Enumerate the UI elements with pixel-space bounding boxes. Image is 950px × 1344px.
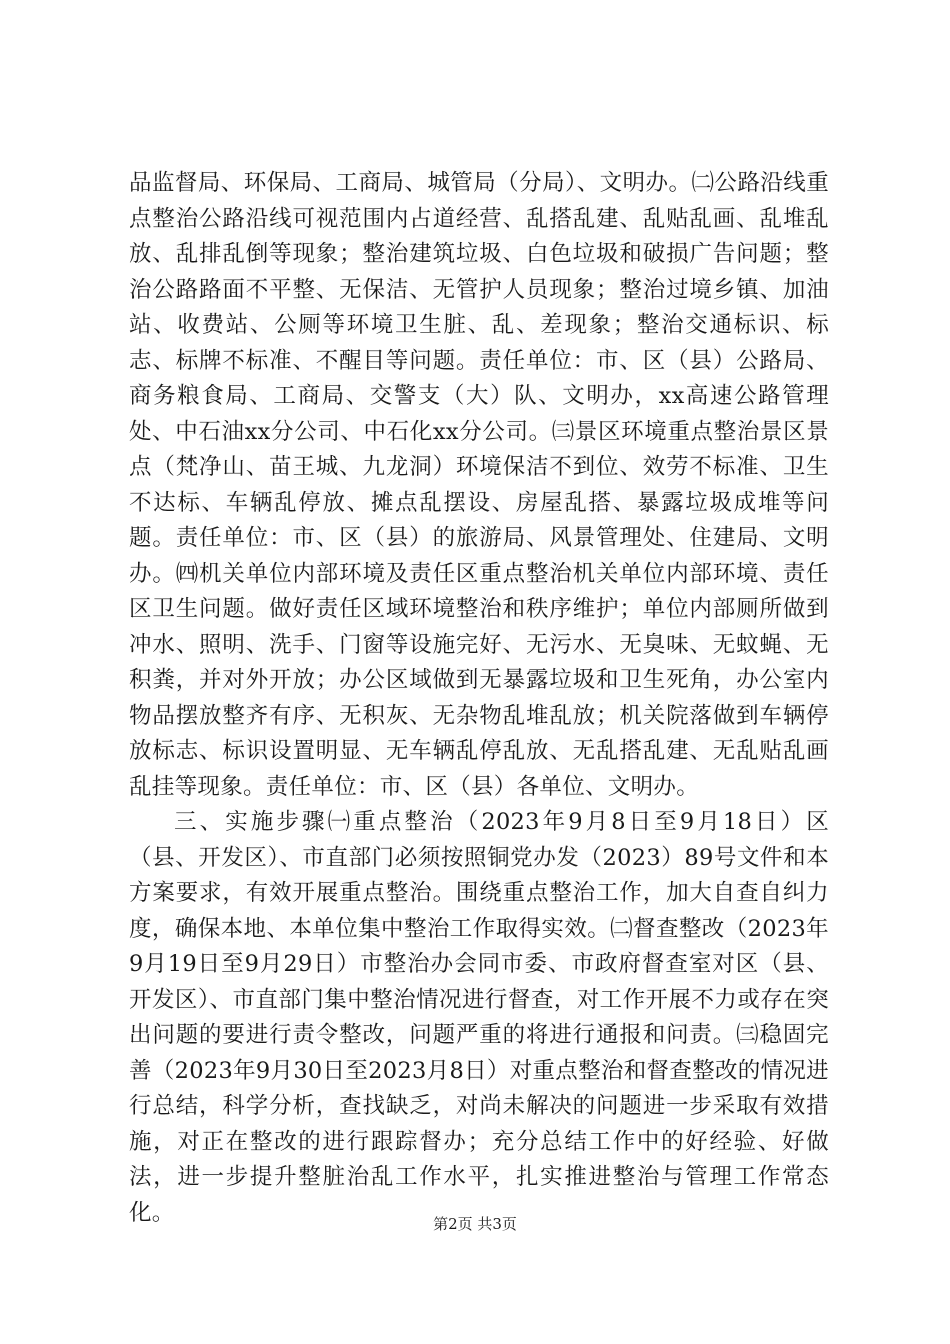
- page-footer: 第2页 共3页: [433, 1215, 517, 1233]
- paragraph-implementation-steps: 三、实施步骤㈠重点整治（2023年9月8日至9月18日）区（县、开发区）、市直部门必须按照铜党办发（2023）89号文件和本方案要求，有效开展重点整治。围绕重点整治工作，加大自查自纠力度，确保本地、本单位集中整治工作取得实效。㈡督查整改（2023年9月19日至9月29日）市整治办会同市委、市政府督查室对区（县、开发区）、市直部门集中整治情况进行督查，对工作开展不力或存在突出问题的要进行责令整改，问题严重的将进行通报和问责。㈢稳固完善（2023年9月30日至2023月8日）对重点整治和督查整改的情况进行总结，科学分析，查找缺乏，对尚未解决的问题进一步采取有效措施，对正在整改的进行跟踪督办；充分总结工作中的好经验、好做法，进一步提升整脏治乱工作水平，扎实推进整治与管理工作常态化。: [129, 809, 829, 1226]
- document-body: [129, 166, 829, 1231]
- paragraph-continuation: 品监督局、环保局、工商局、城管局（分局）、文明办。㈡公路沿线重点整治公路沿线可视范围内占道经营、乱搭乱建、乱贴乱画、乱堆乱放、乱排乱倒等现象；整治建筑垃圾、白色垃圾和破损广告问题；整治公路路面不平整、无保洁、无管护人员现象；整治过境乡镇、加油站、收费站、公厕等环境卫生脏、乱、差现象；整治交通标识、标志、标牌不标准、不醒目等问题。责任单位：市、区（县）公路局、商务粮食局、工商局、交警支（大）队、文明办，xx高速公路管理处、中石油xx分公司、中石化xx分公司。㈢景区环境重点整治景区景点（梵净山、苗王城、九龙洞）环境保洁不到位、效劳不标准、卫生不达标、车辆乱停放、摊点乱摆设、房屋乱搭、暴露垃圾成堆等问题。责任单位：市、区（县）的旅游局、风景管理处、住建局、文明办。㈣机关单位内部环境及责任区重点整治机关单位内部环境、责任区卫生问题。做好责任区域环境整治和秩序维护；单位内部厕所做到冲水、照明、洗手、门窗等设施完好、无污水、无臭味、无蚊蝇、无积粪，并对外开放；办公区域做到无暴露垃圾和卫生死角，办公室内物品摆放整齐有序、无积灰、无杂物乱堆乱放；机关院落做到车辆停放标志、标识设置明显、无车辆乱停乱放、无乱搭乱建、无乱贴乱画乱挂等现象。责任单位：市、区（县）各单位、文明办。: [129, 170, 829, 800]
